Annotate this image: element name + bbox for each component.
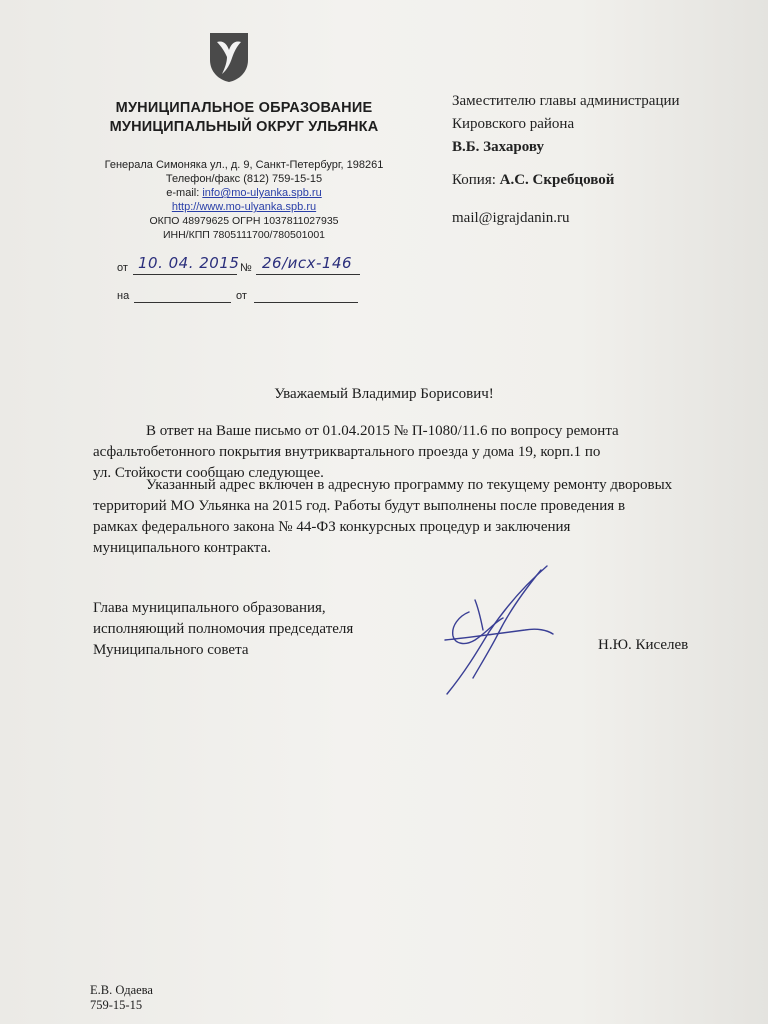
body-p1-line3: ул. Стойкости сообщаю следующее.: [93, 465, 324, 481]
reg-number-underline: [256, 274, 360, 275]
reg-date-underline: [133, 274, 237, 275]
org-email-link[interactable]: info@mo-ulyanka.spb.ru: [202, 187, 322, 199]
org-website-link[interactable]: http://www.mo-ulyanka.spb.ru: [171, 201, 317, 213]
org-name-line1: МУНИЦИПАЛЬНОЕ ОБРАЗОВАНИЕ: [115, 100, 373, 116]
email-label: e-mail:: [166, 187, 203, 199]
body-p2-line1: Указанный адрес включен в адресную программу по текущему ремонту дворовых: [146, 477, 673, 493]
handwritten-signature: [425, 560, 565, 700]
body-paragraph-2: [93, 475, 721, 559]
org-phone: Телефон/факс (812) 759-15-15: [165, 173, 323, 185]
reg-on-from-label: от: [236, 290, 247, 302]
recipient-copy: [452, 172, 614, 189]
body-p1-line2: асфальтобетонного покрытия внутриквартального проезда у дома 19, корп.1 по: [93, 444, 601, 460]
reg-on-underline: [134, 302, 231, 303]
salutation: Уважаемый Владимир Борисович!: [274, 386, 494, 402]
reg-from-label: от: [117, 262, 128, 274]
reg-number-label: №: [240, 262, 252, 274]
body-p2-line3: рамках федерального закона № 44-ФЗ конкурсных процедур и заключения: [93, 519, 571, 535]
executor-name: Е.В. Одаева: [90, 983, 153, 997]
copy-name: А.С. Скребцовой: [499, 172, 615, 188]
reg-on-from-underline: [254, 302, 358, 303]
signatory-name: Н.Ю. Киселев: [598, 637, 689, 653]
recipient-name: В.Б. Захарову: [452, 139, 544, 155]
org-okpo-ogrn: ОКПО 48979625 ОГРН 1037811027935: [149, 215, 339, 227]
copy-label: Копия:: [452, 172, 500, 188]
org-inn-kpp: ИНН/КПП 7805111700/780501001: [162, 229, 326, 241]
org-email-line: [84, 186, 404, 201]
org-name-line2: МУНИЦИПАЛЬНЫЙ ОКРУГ УЛЬЯНКА: [109, 119, 379, 135]
signatory-title-line2: исполняющий полномочия председателя: [93, 621, 354, 637]
org-website-line: [84, 200, 404, 215]
recipient-line2: Кировского района: [452, 116, 575, 132]
reg-on-label: на: [117, 290, 130, 302]
body-p1-line1: В ответ на Ваше письмо от 01.04.2015 № П-1080/11.6 по вопросу ремонта: [146, 423, 619, 439]
reg-date-handwritten: 10. 04. 2015: [138, 254, 240, 272]
signatory-title-line3: Муниципального совета: [93, 642, 249, 658]
body-p2-line4: муниципального контракта.: [93, 540, 271, 556]
signatory-title-line1: Глава муниципального образования,: [93, 600, 326, 616]
recipient-email: mail@igrajdanin.ru: [452, 210, 570, 226]
coat-of-arms-icon: [207, 30, 251, 84]
reg-number-handwritten: 26/исх-146: [262, 254, 353, 272]
recipient-line1: Заместителю главы администрации: [452, 93, 680, 109]
executor-phone: 759-15-15: [90, 998, 143, 1012]
org-address: Генерала Симоняка ул., д. 9, Санкт-Петербург, 198261: [104, 159, 384, 171]
body-p2-line2: территорий МО Ульянка на 2015 год. Работы будут выполнены после проведения в: [93, 498, 626, 514]
